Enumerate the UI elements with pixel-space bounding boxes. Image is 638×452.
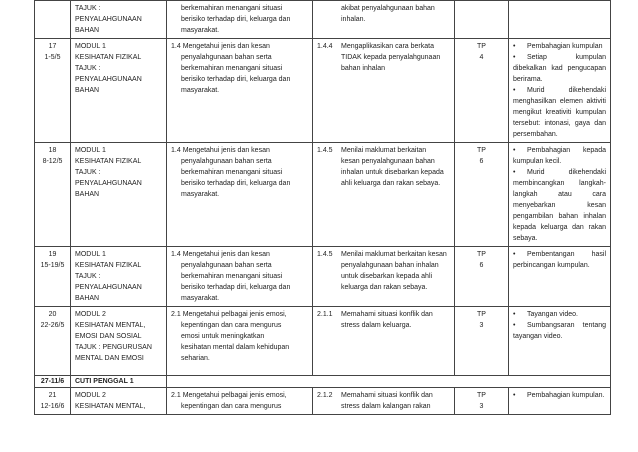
activity-item xyxy=(513,52,606,85)
content-standard-line: seharian. xyxy=(181,355,210,362)
tp-cell xyxy=(455,307,509,376)
module-line: EMOSI DAN SOSIAL xyxy=(75,333,142,340)
tp-cell xyxy=(455,1,509,39)
activity-item xyxy=(513,320,606,342)
tp-level: 3 xyxy=(479,403,484,410)
module-line: TAJUK : xyxy=(75,65,101,72)
learning-standard-line: inhalan untuk disebarkan kepada xyxy=(341,169,444,176)
module-line: KESIHATAN MENTAL, xyxy=(75,403,146,410)
table-row xyxy=(35,1,611,39)
module-line: MODUL 1 xyxy=(75,251,106,258)
module-line: KESIHATAN FIZIKAL xyxy=(75,158,142,165)
learning-standard-cell xyxy=(313,247,455,307)
module-cell xyxy=(71,143,167,247)
holiday-row xyxy=(35,376,611,388)
tp-label: TP xyxy=(477,147,486,154)
activity-text: Murid dikehendaki menghasilkan elemen aktiviti mengikut kreativiti kumpulan tersebut: intonasi, gaya dan persembahan. xyxy=(513,87,606,138)
activity-text: Pembahagian kumpulan xyxy=(527,43,603,50)
activities-cell xyxy=(509,307,611,376)
activity-item xyxy=(513,309,606,320)
learning-standard-text xyxy=(317,3,450,25)
module-line: MENTAL DAN EMOSI xyxy=(75,355,144,362)
content-standard-code: 2.1 xyxy=(171,311,183,318)
module-line: KESIHATAN FIZIKAL xyxy=(75,54,142,61)
learning-standard-line: Memahami situasi konflik dan xyxy=(341,311,433,318)
holiday-label-cell: CUTI PENGGAL 1 xyxy=(71,376,167,388)
week-dates: 8-12/5 xyxy=(42,158,63,165)
activity-item xyxy=(513,249,606,271)
content-standard-cell xyxy=(167,39,313,143)
week-number: 19 xyxy=(48,251,57,258)
tp-level: 6 xyxy=(479,158,484,165)
module-line: TAJUK : xyxy=(75,273,101,280)
week-dates: 12-16/6 xyxy=(40,403,65,410)
learning-standard-line: inhalan. xyxy=(341,16,366,23)
module-line: BAHAN xyxy=(75,295,100,302)
learning-standard-line: Memahami situasi konflik dan xyxy=(341,392,433,399)
content-standard-cell xyxy=(167,1,313,39)
week-dates: 15-19/5 xyxy=(40,262,65,269)
tp-level: 6 xyxy=(479,262,484,269)
module-line: PENYALAHGUNAAN xyxy=(75,76,142,83)
content-standard-line: penyalahgunaan bahan serta xyxy=(181,54,272,61)
module-line: PENYALAHGUNAAN xyxy=(75,180,142,187)
content-standard-cell xyxy=(167,388,313,415)
activity-item xyxy=(513,145,606,167)
module-line: BAHAN xyxy=(75,87,100,94)
learning-standard-code: 2.1.1 xyxy=(317,311,333,318)
tp-cell xyxy=(455,143,509,247)
learning-standard-text xyxy=(341,145,450,189)
learning-standard-line: untuk disebarkan kepada ahli xyxy=(341,273,433,280)
content-standard-cell xyxy=(167,143,313,247)
week-number: 18 xyxy=(48,147,57,154)
content-standard-line: masyarakat. xyxy=(181,295,220,302)
week-cell xyxy=(35,39,71,143)
content-standard-code: 1.4 xyxy=(171,147,183,154)
learning-standard-line: kesan penyalahgunaan bahan xyxy=(341,158,435,165)
module-line: BAHAN xyxy=(75,27,100,34)
content-standard-cell xyxy=(167,307,313,376)
module-line: MODUL 2 xyxy=(75,392,106,399)
week-number: 21 xyxy=(48,392,57,399)
content-standard-line: masyarakat. xyxy=(181,191,220,198)
learning-standard-line: TIDAK kepada penyalahgunaan xyxy=(341,54,441,61)
activity-text: Sumbangsaran tentang tayangan video. xyxy=(513,322,606,340)
table-row xyxy=(35,307,611,376)
module-cell xyxy=(71,388,167,415)
content-standard-line: emosi untuk meningkatkan xyxy=(181,333,265,340)
content-standard-line: 1.4 Mengetahui jenis dan kesan xyxy=(171,251,270,258)
activity-item xyxy=(513,41,606,52)
week-cell xyxy=(35,388,71,415)
content-standard-line: berkemahiran menangani situasi xyxy=(181,273,283,280)
activities-cell xyxy=(509,39,611,143)
learning-standard-code: 1.4.5 xyxy=(317,251,333,258)
activity-item xyxy=(513,167,606,244)
content-standard-line: penyalahgunaan bahan serta xyxy=(181,262,272,269)
week-cell xyxy=(35,1,71,39)
tp-cell xyxy=(455,388,509,415)
module-line: TAJUK : xyxy=(75,169,101,176)
activity-text: Pembahagian kumpulan. xyxy=(527,392,605,399)
holiday-empty-cell xyxy=(167,376,611,388)
week-cell xyxy=(35,247,71,307)
table-row xyxy=(35,39,611,143)
tp-cell xyxy=(455,247,509,307)
learning-standard-line: akibat penyalahgunaan bahan xyxy=(341,5,435,12)
content-standard-line: 1.4 Mengetahui jenis dan kesan xyxy=(171,43,270,50)
learning-standard-cell xyxy=(313,388,455,415)
learning-standard-line: keluarga dan rakan sebaya. xyxy=(341,284,428,291)
module-line: KESIHATAN MENTAL, xyxy=(75,322,146,329)
week-dates: 22-26/5 xyxy=(40,322,65,329)
activities-cell xyxy=(509,388,611,415)
activities-cell xyxy=(509,143,611,247)
tp-label: TP xyxy=(477,251,486,258)
activity-item xyxy=(513,85,606,140)
learning-standard-line: ahli keluarga dan rakan sebaya. xyxy=(341,180,441,187)
learning-standard-text xyxy=(341,390,450,412)
learning-standard-line: penyalahgunaan bahan inhalan xyxy=(341,262,439,269)
module-cell xyxy=(71,1,167,39)
week-number: 17 xyxy=(48,43,57,50)
content-standard-line: berisiko terhadap diri, keluarga dan xyxy=(181,76,291,83)
holiday-dates-cell: 27-11/6 xyxy=(35,376,71,388)
module-line: PENYALAHGUNAAN xyxy=(75,16,142,23)
learning-standard-line: stress dalam keluarga. xyxy=(341,322,412,329)
module-line: PENYALAHGUNAAN xyxy=(75,284,142,291)
learning-standard-cell xyxy=(313,39,455,143)
content-standard-line: 2.1 Mengetahui pelbagai jenis emosi, xyxy=(171,392,287,399)
module-line: TAJUK : PENGURUSAN xyxy=(75,344,152,351)
content-standard-line: penyalahgunaan bahan serta xyxy=(181,158,272,165)
content-standard-line: berisiko terhadap diri, keluarga dan xyxy=(181,180,291,187)
activity-text: Tayangan video. xyxy=(527,311,578,318)
content-standard-line: berisiko terhadap diri, keluarga dan xyxy=(181,16,291,23)
module-cell xyxy=(71,247,167,307)
tp-label: TP xyxy=(477,311,486,318)
module-line: BAHAN xyxy=(75,191,100,198)
activities-cell xyxy=(509,1,611,39)
learning-standard-code: 2.1.2 xyxy=(317,392,333,399)
module-line: MODUL 1 xyxy=(75,147,106,154)
content-standard-line: 1.4 Mengetahui jenis dan kesan xyxy=(171,147,270,154)
content-standard-cell xyxy=(167,247,313,307)
activity-item xyxy=(513,390,606,401)
content-standard-line: kepentingan dan cara mengurus xyxy=(181,403,282,410)
activities-cell xyxy=(509,247,611,307)
activity-text: Murid dikehendaki membincangkan langkah-langkah atau cara menyebarkan kesan pengambilan bahan inhalan kepada keluarga dan rakan sebaya. xyxy=(513,169,606,242)
content-standard-code: 1.4 xyxy=(171,43,183,50)
table-row xyxy=(35,247,611,307)
learning-standard-text xyxy=(341,41,450,74)
learning-standard-line: Mengaplikasikan cara berkata xyxy=(341,43,434,50)
learning-standard-line: Menilai maklumat berkaitan xyxy=(341,147,427,154)
content-standard-line: kesihatan mental dalam kehidupan xyxy=(181,344,290,351)
activity-text: Setiap kumpulan dibekalkan kad pengucapan berirama. xyxy=(513,54,606,83)
module-cell xyxy=(71,39,167,143)
week-cell xyxy=(35,307,71,376)
learning-standard-line: bahan inhalan xyxy=(341,65,385,72)
content-standard-line: 2.1 Mengetahui pelbagai jenis emosi, xyxy=(171,311,287,318)
lesson-plan-table xyxy=(34,0,611,415)
table-row xyxy=(35,143,611,247)
table-row xyxy=(35,388,611,415)
tp-level: 4 xyxy=(479,54,484,61)
module-line: MODUL 1 xyxy=(75,43,106,50)
content-standard-line: masyarakat. xyxy=(181,87,220,94)
activity-text: Pembentangan hasil perbincangan kumpulan. xyxy=(513,251,606,269)
tp-level: 3 xyxy=(479,322,484,329)
content-standard-line: berkemahiran menangani situasi xyxy=(181,65,283,72)
content-standard-code: 2.1 xyxy=(171,392,183,399)
learning-standard-cell xyxy=(313,1,455,39)
module-line: MODUL 2 xyxy=(75,311,106,318)
week-number: 20 xyxy=(48,311,57,318)
learning-standard-code: 1.4.5 xyxy=(317,147,333,154)
content-standard-line: berkemahiran menangani situasi xyxy=(181,5,283,12)
activity-text: Pembahagian kepada kumpulan kecil. xyxy=(513,147,606,165)
learning-standard-line: Menilai maklumat berkaitan kesan xyxy=(341,251,447,258)
content-standard-line: berkemahiran menangani situasi xyxy=(181,169,283,176)
module-line: KESIHATAN FIZIKAL xyxy=(75,262,142,269)
week-dates: 1-5/5 xyxy=(44,54,61,61)
tp-label: TP xyxy=(477,43,486,50)
learning-standard-cell xyxy=(313,143,455,247)
tp-label: TP xyxy=(477,392,486,399)
module-line: TAJUK : xyxy=(75,5,101,12)
learning-standard-cell xyxy=(313,307,455,376)
tp-cell xyxy=(455,39,509,143)
content-standard-code: 1.4 xyxy=(171,251,183,258)
content-standard-line: berisiko terhadap diri, keluarga dan xyxy=(181,284,291,291)
learning-standard-line: stress dalam kalangan rakan xyxy=(341,403,431,410)
content-standard-line: masyarakat. xyxy=(181,27,220,34)
content-standard-line: kepentingan dan cara mengurus xyxy=(181,322,282,329)
learning-standard-text xyxy=(341,309,450,331)
week-cell xyxy=(35,143,71,247)
learning-standard-code: 1.4.4 xyxy=(317,43,333,50)
learning-standard-text xyxy=(341,249,450,293)
module-cell xyxy=(71,307,167,376)
